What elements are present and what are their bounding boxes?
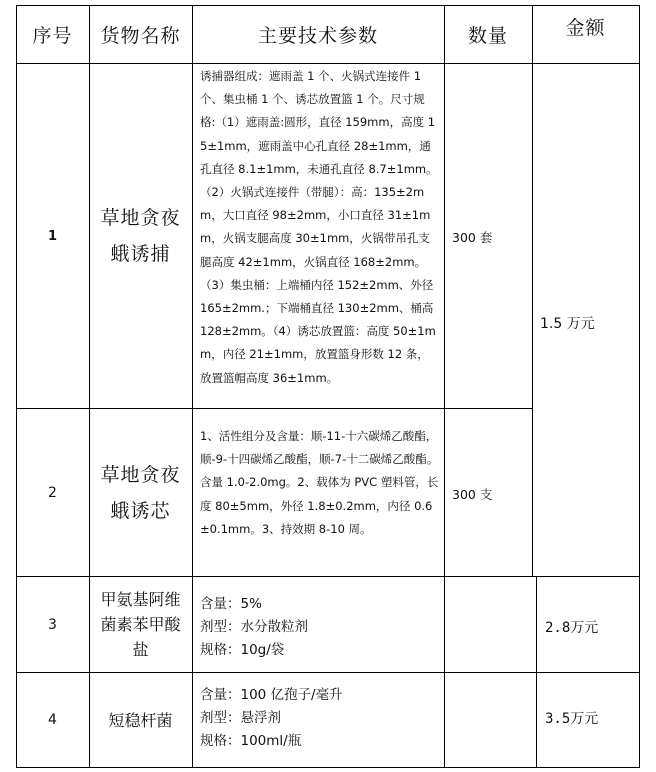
row2-name-line1: 草地贪夜 — [100, 463, 181, 486]
row3-amount: 2.8万元 — [545, 620, 599, 636]
row3-name — [89, 577, 192, 672]
header-seq: 序号 — [32, 24, 73, 47]
row3-param-spec: 规格：10g/袋 — [200, 642, 285, 658]
row4-param-content: 含量：100 亿孢子/毫升 — [200, 687, 343, 703]
row3-params — [200, 593, 440, 662]
header-amount: 金额 — [565, 16, 606, 39]
row4-param-spec: 规格：100ml/瓶 — [200, 733, 302, 749]
row4-amount: 3.5万元 — [545, 711, 599, 727]
row2-params: 1、活性组分及含量：顺-11-十六碳烯乙酸酯，顺-9-十四碳烯乙酸酯，顺-7-十二碳烯乙酸酯。含量 1.0-2.0mg。2、载体为 PVC 塑料管，长度 80±5mm，外径 1.8±0.2mm，内径 0.6±0.1mm。3、持效期 8-10 周。 — [200, 429, 439, 536]
row1-name — [89, 64, 192, 408]
row1-params: 诱捕器组成：遮雨盖 1 个、火锅式连接件 1 个、集虫桶 1 个、诱芯放置篮 1 个。尺寸规格:（1）遮雨盖:圆形，直径 159mm，高度 15±1mm，遮雨盖中心孔直径 28±1mm，通孔直径 8.1±1mm，未通孔直径 8.7±1mm。（2）火锅式连接件（带腿）：高：135±2mm，大口直径 98±2mm，小口直径 31±1mm，火锅支腿高度 30±1mm，火锅带吊孔支腿高度 42±1mm，火锅直径 168±2mm。（3）集虫桶：上端桶内径 152±2mm、外径 165±2mm.；下端桶直径 130±2mm、桶高 128±2mm。（4）诱芯放置篮：高度 50±1mm，内径 21±1mm，放置篮身形数 12 条，放置篮帽高度 36±1mm。 — [200, 69, 438, 385]
row4-param-form: 剂型：悬浮剂 — [200, 710, 281, 726]
row2-qty: 300 支 — [452, 487, 493, 502]
row3-name-line3: 盐 — [132, 640, 149, 659]
row1-name-line2: 蛾诱捕 — [110, 243, 171, 265]
row4-name — [89, 673, 192, 767]
row4-name-line1: 短稳杆菌 — [108, 710, 173, 730]
row3-seq: 3 — [48, 616, 57, 633]
col-divider-2 — [192, 5, 193, 768]
row3-param-content: 含量：5% — [200, 596, 262, 612]
row1-name-line1: 草地贪夜 — [100, 207, 181, 229]
col-divider-4b — [536, 576, 537, 768]
row3-name-line1: 甲氨基阿维 — [100, 590, 181, 609]
row1-qty: 300 套 — [452, 230, 493, 245]
merged-amount-rows-1-2: 1.5 万元 — [540, 316, 595, 332]
header-qty: 数量 — [467, 24, 508, 47]
row4-seq: 4 — [48, 712, 57, 728]
header-name: 货物名称 — [100, 24, 181, 47]
col-divider-3 — [444, 5, 445, 768]
row2-name-line2: 蛾诱芯 — [110, 499, 171, 522]
row1-seq: 1 — [47, 228, 58, 244]
col-divider-4a — [532, 5, 533, 576]
row2-name — [89, 409, 192, 576]
header-params: 主要技术参数 — [257, 24, 378, 47]
row3-param-form: 剂型：水分散粒剂 — [200, 619, 308, 635]
row4-params — [200, 684, 440, 753]
table-border-right — [639, 5, 640, 768]
table-border-bottom — [16, 767, 640, 768]
procurement-table — [16, 5, 640, 767]
row2-seq: 2 — [48, 484, 57, 501]
row3-name-line2: 菌素苯甲酸 — [100, 615, 181, 634]
